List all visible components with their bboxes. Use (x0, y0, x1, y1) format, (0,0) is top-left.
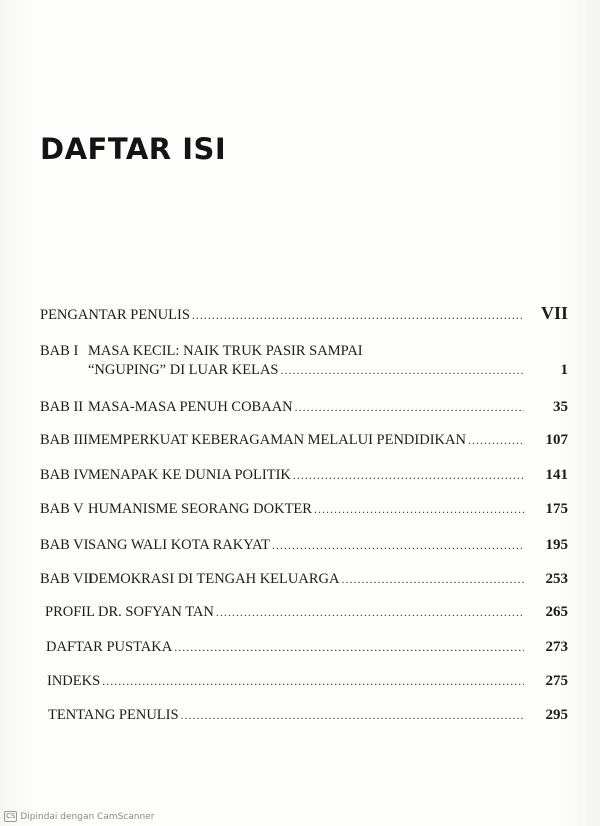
chapter-number: BAB I (40, 343, 79, 359)
entry-page-number: 275 (545, 673, 568, 689)
toc-entry-profil[interactable] (45, 603, 568, 621)
toc-entry-daftar-pustaka[interactable] (46, 638, 568, 656)
chapter-number: BAB VII (40, 571, 94, 587)
entry-label-line-1: MASA KECIL: NAIK TRUK PASIR SAMPAI (88, 343, 363, 359)
dot-leader (272, 536, 524, 554)
entry-page-number: 35 (553, 399, 568, 415)
dot-leader (468, 431, 524, 449)
entry-page-number: 273 (545, 639, 568, 655)
entry-label: PENGANTAR PENULIS (40, 307, 190, 323)
entry-page-number: 195 (545, 537, 568, 553)
entry-page-number: VII (540, 303, 568, 323)
entry-label: SANG WALI KOTA RAKYAT (88, 537, 270, 553)
entry-label: MENAPAK KE DUNIA POLITIK (88, 467, 291, 483)
dot-leader (192, 306, 524, 324)
entry-label: DEMOKRASI DI TENGAH KELUARGA (88, 571, 340, 587)
toc-entry-bab-6[interactable] (40, 536, 568, 554)
toc-entry-indeks[interactable] (47, 672, 568, 690)
entry-label: HUMANISME SEORANG DOKTER (88, 501, 312, 517)
dot-leader (102, 672, 524, 690)
entry-page-number: 253 (545, 571, 568, 587)
entry-label: PROFIL DR. SOFYAN TAN (45, 604, 214, 620)
dot-leader (174, 638, 524, 656)
toc-entry-bab-2[interactable] (40, 398, 568, 416)
toc-entry-bab-3[interactable] (40, 431, 568, 449)
dot-leader (281, 361, 525, 379)
dot-leader (216, 603, 524, 621)
entry-page-number: 265 (545, 604, 568, 620)
toc-entry-bab-1[interactable] (88, 361, 568, 379)
entry-label: DAFTAR PUSTAKA (46, 639, 173, 655)
dot-leader (295, 398, 524, 416)
toc-entry-bab-1-line-1[interactable] (40, 342, 363, 360)
dot-leader (341, 570, 524, 588)
toc-entry-bab-4[interactable] (40, 466, 568, 484)
dot-leader (181, 706, 524, 724)
page-title: DAFTAR ISI (40, 132, 227, 166)
dot-leader (293, 466, 524, 484)
toc-entry-tentang-penulis[interactable] (48, 706, 568, 724)
entry-label: TENTANG PENULIS (48, 707, 179, 723)
entry-page-number: 175 (545, 501, 568, 517)
toc-entry-bab-5[interactable] (40, 500, 568, 518)
dot-leader (314, 500, 524, 518)
chapter-number: BAB VI (40, 537, 89, 553)
chapter-number: BAB IV (40, 467, 89, 483)
entry-page-number: 141 (545, 467, 568, 483)
entry-page-number: 1 (560, 362, 568, 378)
entry-page-number: 295 (545, 707, 568, 723)
entry-page-number: 107 (545, 432, 568, 448)
entry-label: MASA-MASA PENUH COBAAN (88, 399, 293, 415)
entry-label: INDEKS (47, 673, 101, 689)
camscanner-logo-icon: CS (6, 812, 16, 820)
chapter-number: BAB III (40, 432, 88, 448)
chapter-number: BAB V (40, 501, 84, 517)
entry-label: “NGUPING” DI LUAR KELAS (88, 362, 279, 378)
entry-label: MEMPERKUAT KEBERAGAMAN MELALUI PENDIDIKAN (88, 432, 466, 448)
scanner-watermark (4, 811, 154, 822)
chapter-number: BAB II (40, 399, 84, 415)
watermark-text: Dipindai dengan CamScanner (20, 811, 155, 822)
toc-entry-pengantar[interactable] (40, 304, 568, 324)
toc-entry-bab-7[interactable] (40, 570, 568, 588)
